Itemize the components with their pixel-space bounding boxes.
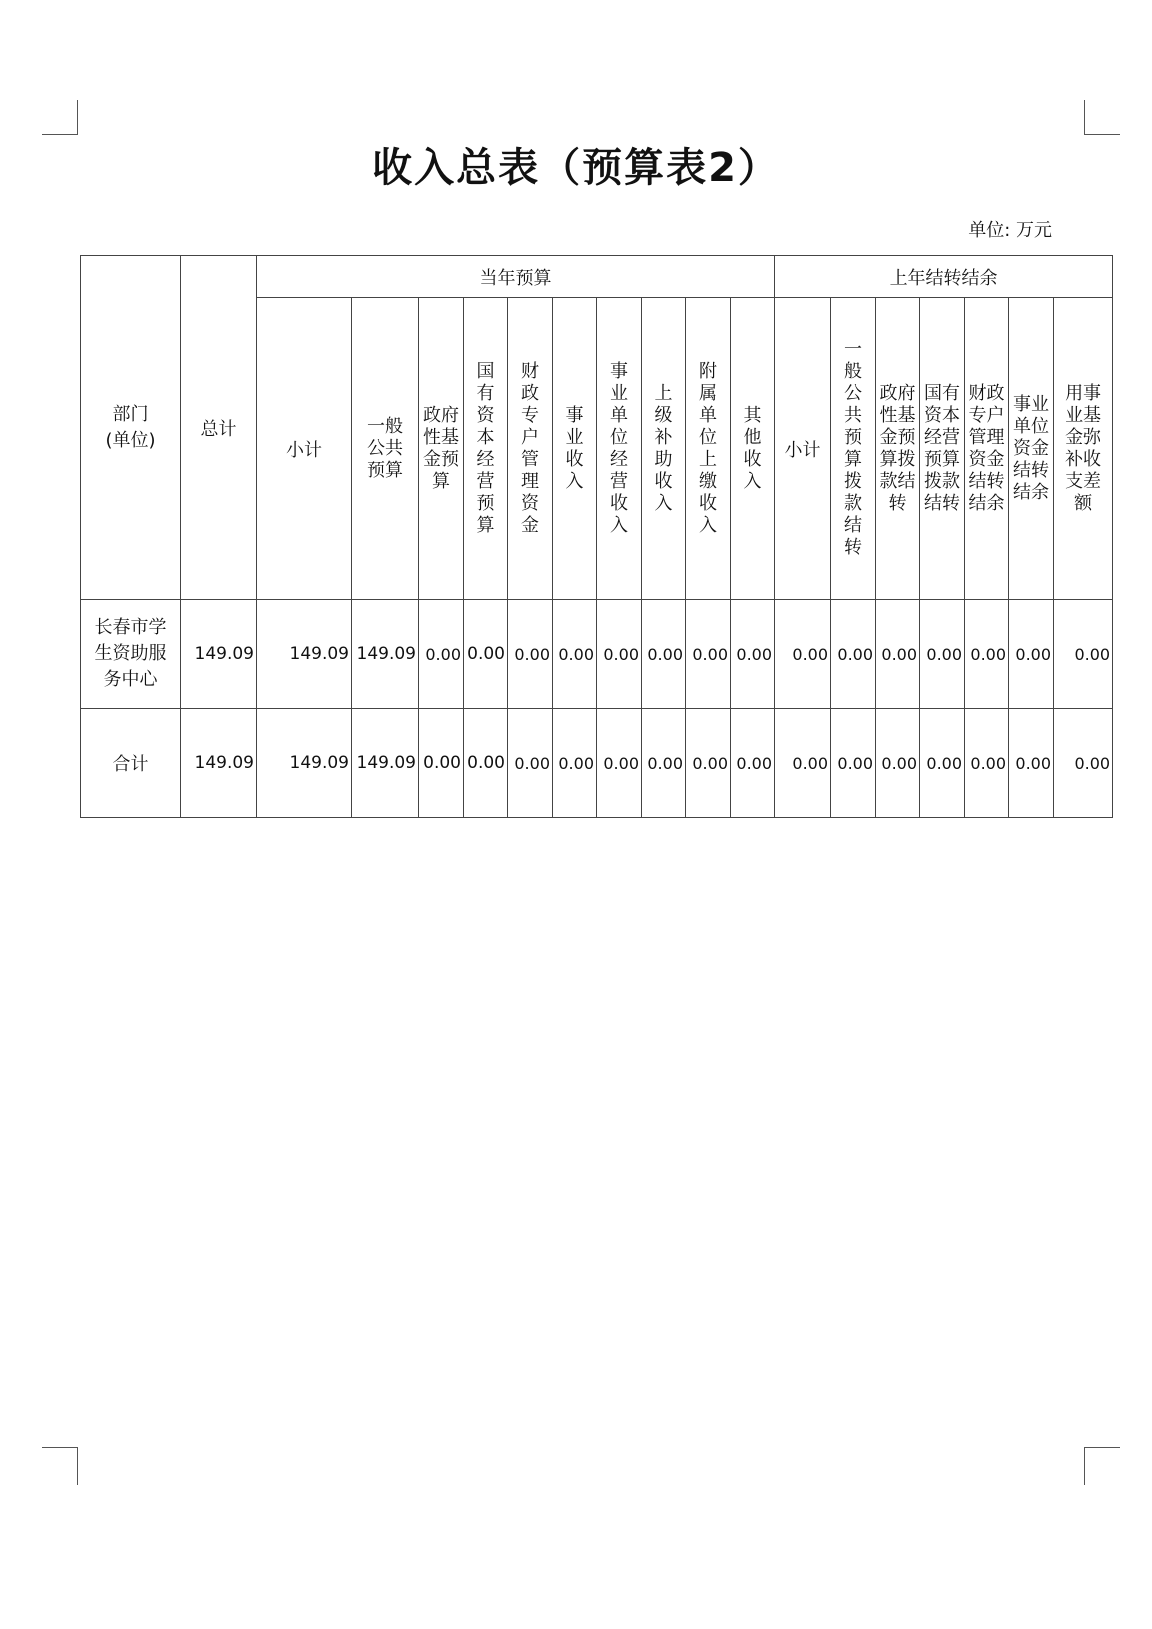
value-cell: 0.00: [775, 709, 831, 818]
value-cell: 149.09: [352, 709, 419, 818]
carry-col-header: 政府性基金预算拨款结转: [876, 298, 920, 600]
value-cell: 149.09: [257, 600, 352, 709]
value-cell: 0.00: [597, 709, 642, 818]
current-year-group-header: 当年预算: [257, 256, 775, 298]
income-summary-table: [80, 255, 1113, 818]
carry-col-header: 财政专户管理资金结转结余: [965, 298, 1009, 600]
current-col-header: 其他收入: [731, 298, 775, 600]
value-cell: 0.00: [464, 709, 508, 818]
current-col-header: 一般公共预算: [352, 298, 419, 600]
value-cell: 0.00: [419, 709, 464, 818]
carry-col-header: 小计: [775, 298, 831, 600]
value-cell: 0.00: [831, 600, 876, 709]
value-cell: 0.00: [731, 709, 775, 818]
value-cell: 0.00: [920, 709, 965, 818]
value-cell: 0.00: [686, 600, 731, 709]
total-cell: 149.09: [181, 709, 257, 818]
value-cell: 0.00: [831, 709, 876, 818]
crop-mark-bottom-left-v: [77, 1447, 78, 1485]
current-col-header: 财政专户管理资金: [508, 298, 553, 600]
value-cell: 0.00: [553, 600, 597, 709]
table-row: [81, 709, 1113, 818]
value-cell: 0.00: [553, 709, 597, 818]
dept-cell: 长春市学生资助服务中心: [81, 600, 181, 709]
crop-mark-bottom-right-h: [1084, 1447, 1120, 1448]
carry-col-header: 用事业基金弥补收支差额: [1054, 298, 1113, 600]
total-cell: 149.09: [181, 600, 257, 709]
total-header: 总计: [181, 256, 257, 600]
header-group-row: [81, 256, 1113, 298]
value-cell: 149.09: [352, 600, 419, 709]
value-cell: 0.00: [1054, 709, 1113, 818]
value-cell: 0.00: [965, 709, 1009, 818]
current-col-header: 事业收入: [553, 298, 597, 600]
value-cell: 0.00: [876, 709, 920, 818]
carryover-group-header: 上年结转结余: [775, 256, 1113, 298]
value-cell: 0.00: [1009, 709, 1054, 818]
current-col-header: 事业单位经营收入: [597, 298, 642, 600]
carry-col-header: 国有资本经营预算拨款结转: [920, 298, 965, 600]
value-cell: 0.00: [775, 600, 831, 709]
total-label-cell: 合计: [81, 709, 181, 818]
value-cell: 0.00: [965, 600, 1009, 709]
value-cell: 0.00: [597, 600, 642, 709]
value-cell: 0.00: [920, 600, 965, 709]
crop-mark-bottom-right-v: [1084, 1447, 1085, 1485]
crop-mark-top-left-h: [42, 134, 78, 135]
current-col-header: 附属单位上缴收入: [686, 298, 731, 600]
value-cell: 0.00: [419, 600, 464, 709]
value-cell: 0.00: [642, 600, 686, 709]
crop-mark-bottom-left-h: [42, 1447, 78, 1448]
crop-mark-top-left-v: [77, 100, 78, 135]
current-col-header: 政府性基金预算: [419, 298, 464, 600]
value-cell: 0.00: [508, 709, 553, 818]
carry-col-header: 事业单位资金结转结余: [1009, 298, 1054, 600]
unit-label: 单位: 万元: [968, 220, 1052, 241]
value-cell: 0.00: [508, 600, 553, 709]
dept-header: 部门 (单位): [81, 256, 181, 600]
value-cell: 0.00: [1009, 600, 1054, 709]
crop-mark-top-right-v: [1084, 100, 1085, 135]
crop-mark-top-right-h: [1084, 134, 1120, 135]
value-cell: 0.00: [686, 709, 731, 818]
value-cell: 0.00: [731, 600, 775, 709]
value-cell: 0.00: [464, 600, 508, 709]
current-col-header: 小计: [257, 298, 352, 600]
value-cell: 0.00: [876, 600, 920, 709]
carry-col-header: 一般公共预算拨款结转: [831, 298, 876, 600]
current-col-header: 上级补助收入: [642, 298, 686, 600]
value-cell: 149.09: [257, 709, 352, 818]
table-row: [81, 600, 1113, 709]
current-col-header: 国有资本经营预算: [464, 298, 508, 600]
page-title: 收入总表（预算表2）: [372, 145, 780, 191]
value-cell: 0.00: [1054, 600, 1113, 709]
value-cell: 0.00: [642, 709, 686, 818]
